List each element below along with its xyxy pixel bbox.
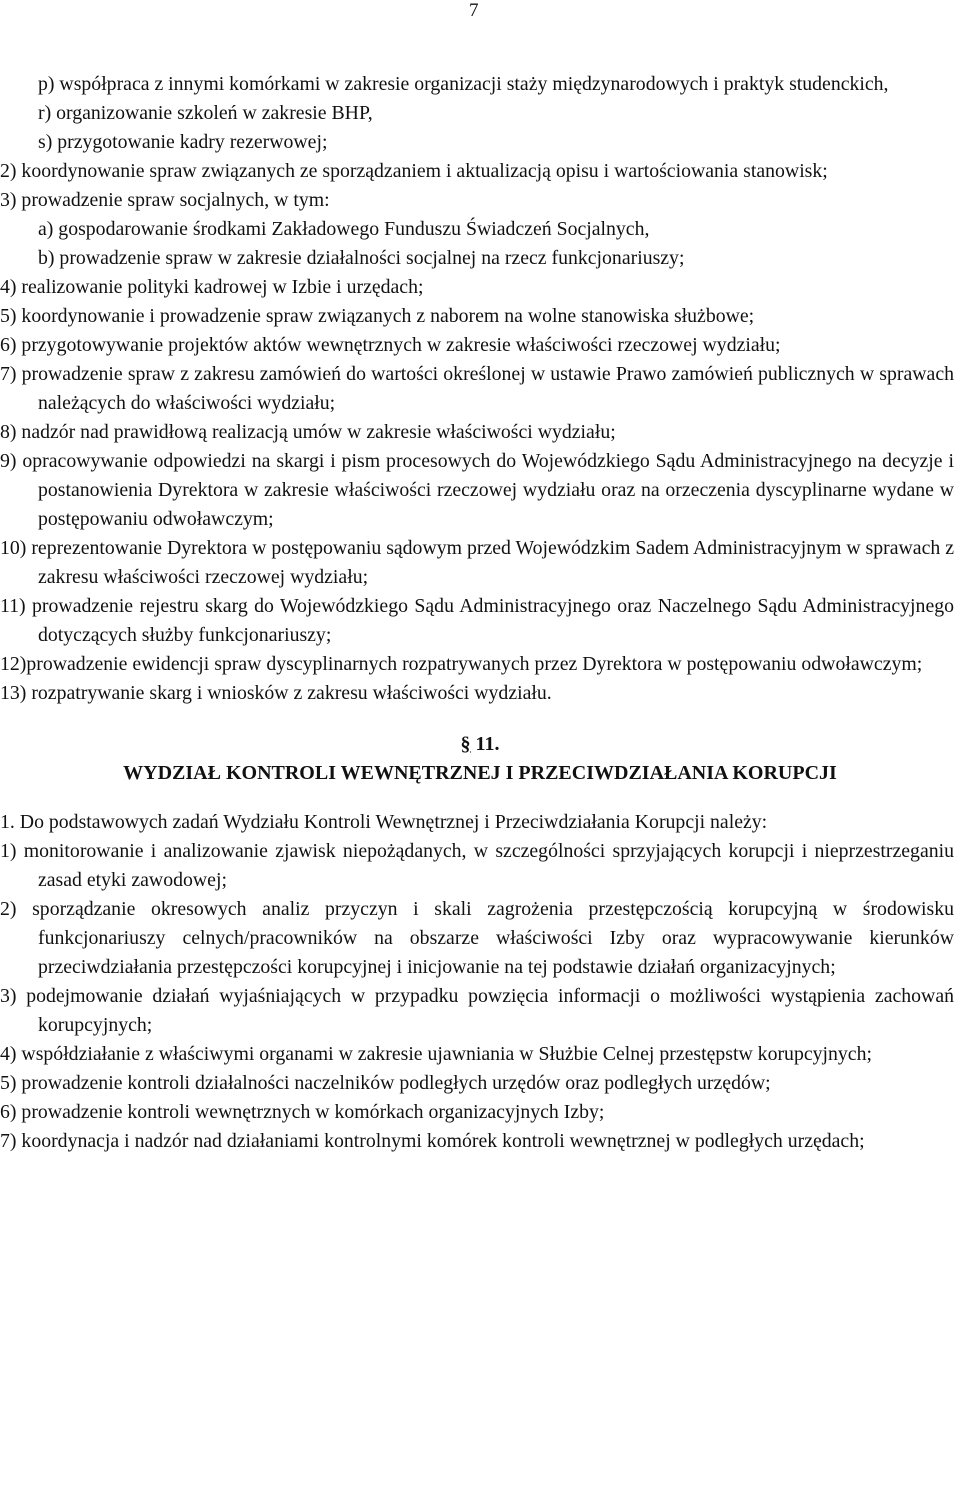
list-item: 10) reprezentowanie Dyrektora w postępowaniu sądowym przed Wojewódzkim Sadem Administracyjnym w sprawach z zakresu właściwości rzeczowej wydziału;	[0, 537, 954, 588]
section-symbol: §	[460, 733, 471, 755]
list-item: 3) prowadzenie spraw socjalnych, w tym:	[0, 189, 330, 211]
list-item: p) współpraca z innymi komórkami w zakresie organizacji staży międzynarodowych i praktyk studenckich,	[38, 73, 889, 95]
document-body	[0, 70, 960, 1156]
list-item: 11) prowadzenie rejestru skarg do Wojewódzkiego Sądu Administracyjnego oraz Naczelnego Sądu Administracyjnego dotyczących służby funkcjonariuszy;	[0, 595, 954, 646]
list-item: 4) realizowanie polityki kadrowej w Izbie i urzędach;	[0, 276, 424, 298]
list-item: 5) prowadzenie kontroli działalności naczelników podległych urzędów oraz podległych urzędów;	[0, 1072, 771, 1094]
list-item: a) gospodarowanie środkami Zakładowego Funduszu Świadczeń Socjalnych,	[38, 218, 650, 240]
section-mark	[0, 730, 960, 759]
list-item: 6) prowadzenie kontroli wewnętrznych w komórkach organizacyjnych Izby;	[0, 1101, 605, 1123]
page-number: 7	[469, 0, 479, 21]
list-item: 2) koordynowanie spraw związanych ze sporządzaniem i aktualizacją opisu i wartościowania stanowisk;	[0, 160, 828, 182]
list-item: 6) przygotowywanie projektów aktów wewnętrznych w zakresie właściwości rzeczowej wydziału;	[0, 334, 781, 356]
list-bottom	[0, 837, 960, 1156]
list-item: 8) nadzór nad prawidłową realizacją umów w zakresie właściwości wydziału;	[0, 421, 616, 443]
list-item: r) organizowanie szkoleń w zakresie BHP,	[38, 102, 373, 124]
list-item: b) prowadzenie spraw w zakresie działalności socjalnej na rzecz funkcjonariuszy;	[38, 247, 685, 269]
section-intro: 1. Do podstawowych zadań Wydziału Kontroli Wewnętrznej i Przeciwdziałania Korupcji należy:	[0, 811, 768, 833]
list-item: 7) koordynacja i nadzór nad działaniami kontrolnymi komórek kontroli wewnętrznej w podległych urzędach;	[0, 1130, 865, 1152]
list-item: 3) podejmowanie działań wyjaśniających w przypadku powzięcia informacji o możliwości wystąpienia zachowań korupcyjnych;	[0, 985, 954, 1036]
list-item: s) przygotowanie kadry rezerwowej;	[38, 131, 328, 153]
list-item: 12)prowadzenie ewidencji spraw dyscyplinarnych rozpatrywanych przez Dyrektora w postępowaniu odwoławczym;	[0, 653, 923, 675]
section-title: WYDZIAŁ KONTROLI WEWNĘTRZNEJ I PRZECIWDZIAŁANIA KORUPCJI	[123, 762, 837, 784]
list-item: 2) sporządzanie okresowych analiz przyczyn i skali zagrożenia przestępczością korupcyjną w środowisku funkcjonariuszy celnych/pracowników na obszarze właściwości Izby oraz wypracowywanie kierunków przeciwdziałania przestępczości korupcyjnej i inicjowanie na tej podstawie działań organizacyjnych;	[0, 898, 954, 978]
list-item: 7) prowadzenie spraw z zakresu zamówień do wartości określonej w ustawie Prawo zamówień publicznych w sprawach należących do właściwości wydziału;	[0, 363, 954, 414]
list-item: 9) opracowywanie odpowiedzi na skargi i pism procesowych do Wojewódzkiego Sądu Administracyjnego na decyzje i postanowienia Dyrektora w zakresie właściwości rzeczowej wydziału oraz na orzeczenia dyscyplinarne wydane w postępowaniu odwoławczym;	[0, 450, 954, 530]
list-item: 4) współdziałanie z właściwymi organami w zakresie ujawniania w Służbie Celnej przestępstw korupcyjnych;	[0, 1043, 872, 1065]
list-item: 1) monitorowanie i analizowanie zjawisk niepożądanych, w szczególności sprzyjających korupcji i nieprzestrzeganiu zasad etyki zawodowej;	[0, 840, 954, 891]
list-item: 5) koordynowanie i prowadzenie spraw związanych z naborem na wolne stanowiska służbowe;	[0, 305, 755, 327]
section-number: 11.	[475, 733, 500, 755]
list-item: 13) rozpatrywanie skarg i wniosków z zakresu właściwości wydziału.	[0, 682, 552, 704]
list-top	[0, 70, 960, 708]
